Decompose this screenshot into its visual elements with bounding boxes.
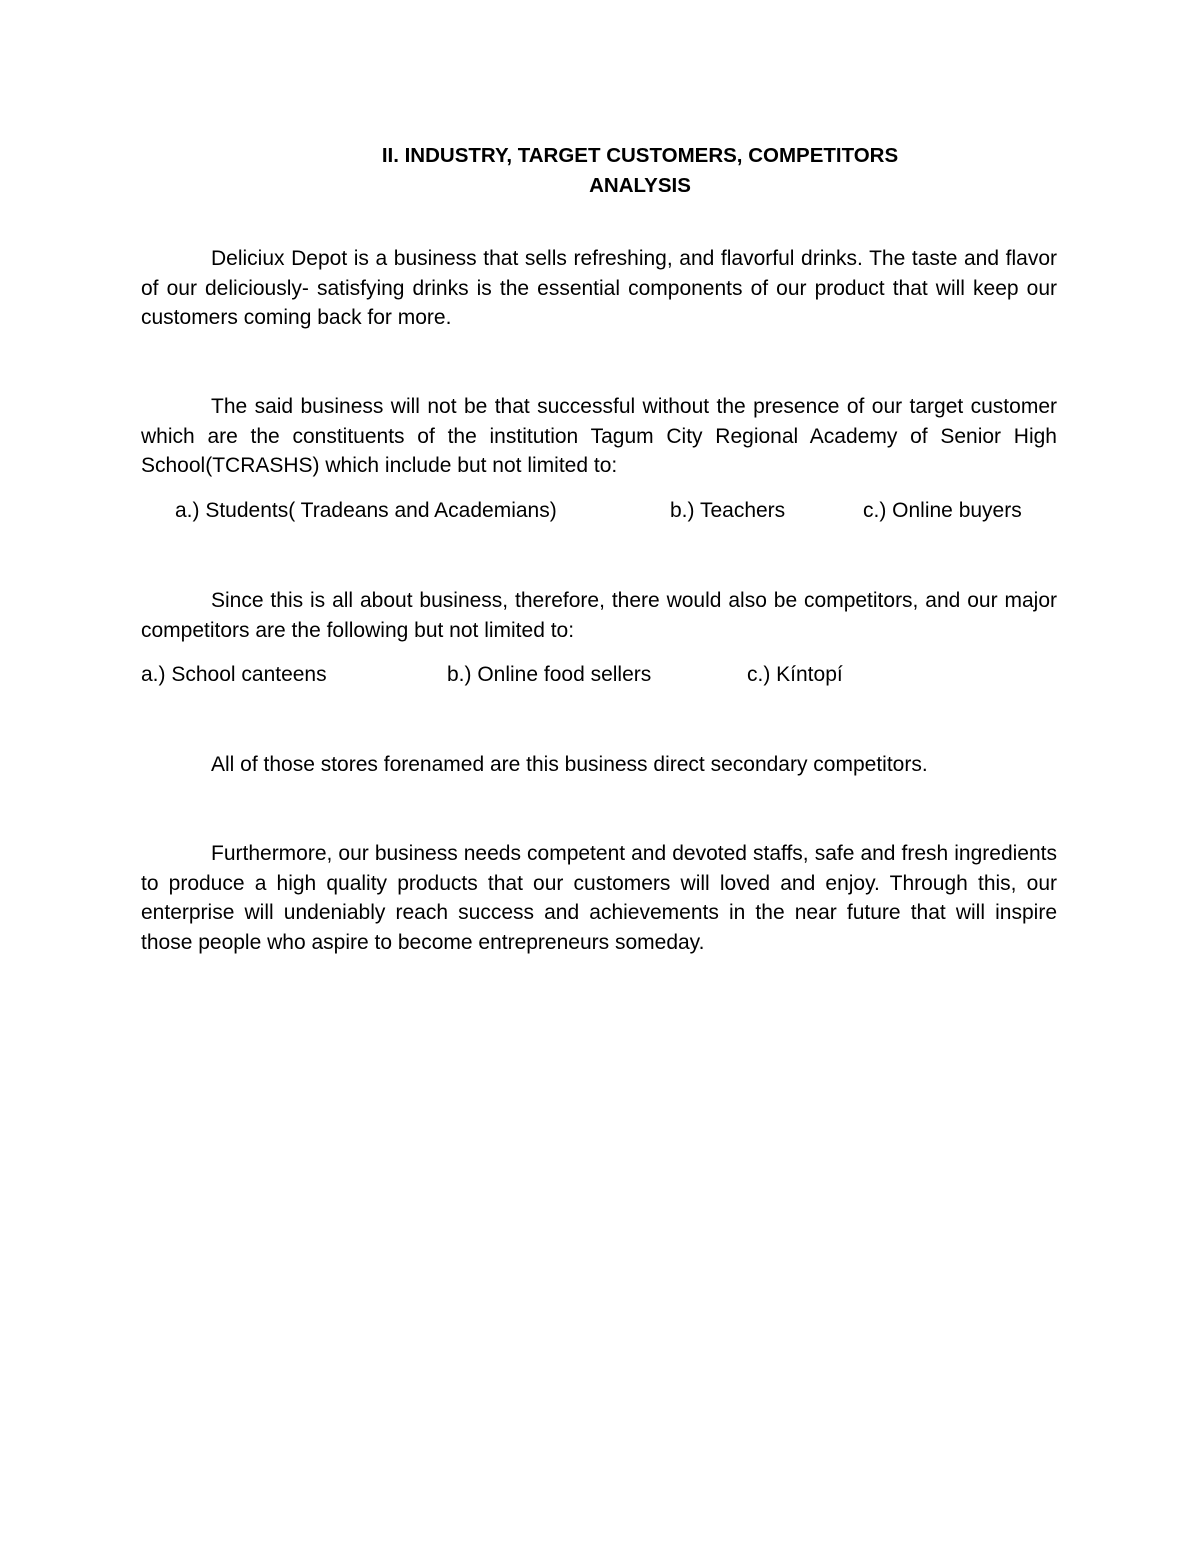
section-heading-line-1: II. INDUSTRY, TARGET CUSTOMERS, COMPETITORS bbox=[381, 144, 899, 167]
secondary-competitors-paragraph: All of those stores forenamed are this business direct secondary competitors. bbox=[211, 753, 928, 776]
target-customer-list bbox=[0, 496, 1200, 526]
list-item: c.) Online buyers bbox=[863, 499, 1022, 522]
section-heading-line-2: ANALYSIS bbox=[589, 174, 691, 197]
list-item: c.) Kíntopí bbox=[747, 663, 843, 686]
target-customer-paragraph: The said business will not be that successful without the presence of our target customer which are the constituents of the institution Tagum City Regional Academy of Senior High School(TCRASHS) which include but not limited to: bbox=[141, 395, 1057, 478]
competitors-paragraph: Since this is all about business, therefore, there would also be competitors, and our major competitors are the following but not limited to: bbox=[141, 589, 1057, 642]
list-item: b.) Online food sellers bbox=[447, 663, 652, 686]
list-item: b.) Teachers bbox=[670, 499, 786, 522]
closing-paragraph: Furthermore, our business needs competent and devoted staffs, safe and fresh ingredients to produce a high quality products that our customers will loved and enjoy. Through this, our enterprise will undeniably reach success and achievements in the near future that will inspire those people who aspire to become entrepreneurs someday. bbox=[141, 842, 1057, 954]
intro-paragraph: Deliciux Depot is a business that sells refreshing, and flavorful drinks. The taste and flavor of our deliciously- satisfying drinks is the essential components of our product that will keep our customers coming back for more. bbox=[141, 247, 1057, 330]
list-item: a.) Students( Tradeans and Academians) bbox=[175, 499, 557, 522]
competitor-list bbox=[0, 660, 1200, 690]
list-item: a.) School canteens bbox=[141, 663, 327, 686]
